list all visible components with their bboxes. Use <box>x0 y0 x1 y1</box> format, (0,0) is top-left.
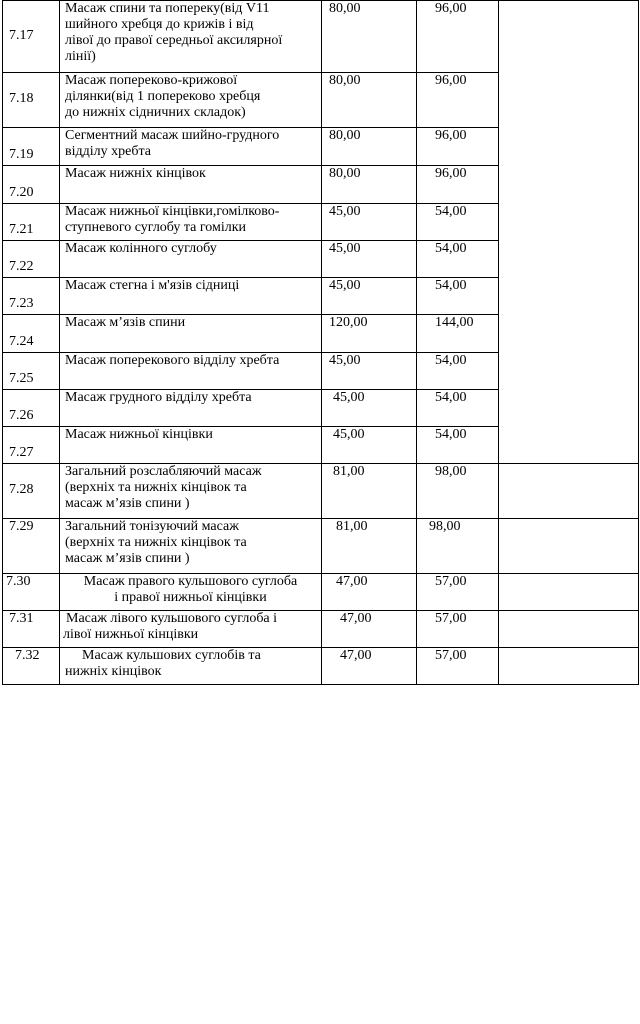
price-with-vat: 54,00 <box>417 427 499 464</box>
service-name <box>60 278 322 315</box>
service-name <box>60 166 322 204</box>
service-name <box>60 1 322 73</box>
notes-cell <box>499 574 639 611</box>
service-name-line: нижніх кінцівок <box>65 664 162 679</box>
price-with-vat: 54,00 <box>417 278 499 315</box>
service-name-line: лівої нижньої кінцівки <box>63 627 199 642</box>
price-with-vat: 96,00 <box>417 1 499 73</box>
service-name-line: масаж м’язів спини ) <box>65 551 190 566</box>
service-name-line: лівої до правої середньої аксилярної <box>65 33 283 48</box>
service-name <box>60 73 322 128</box>
service-name-line: Масаж кульшових суглобів та <box>82 648 261 663</box>
service-name-line: Масаж лівого кульшового суглоба і <box>66 611 278 626</box>
price-with-vat: 144,00 <box>417 315 499 353</box>
service-name <box>60 648 322 685</box>
notes-cell <box>499 464 639 519</box>
row-number: 7.25 <box>3 353 60 390</box>
price-base: 80,00 <box>322 1 417 73</box>
service-name <box>60 128 322 166</box>
service-name-line: ділянки(від 1 попереково хребця <box>65 89 261 104</box>
row-number: 7.23 <box>3 278 60 315</box>
table-row <box>3 464 639 519</box>
service-name-line: до нижніх сідничних складок) <box>65 105 246 120</box>
price-base: 80,00 <box>322 128 417 166</box>
notes-cell <box>499 1 639 464</box>
service-name <box>60 464 322 519</box>
price-base: 45,00 <box>322 241 417 278</box>
price-with-vat: 57,00 <box>417 611 499 648</box>
service-name-line: Масаж колінного суглобу <box>65 241 217 256</box>
price-table <box>2 0 639 685</box>
row-number: 7.26 <box>3 390 60 427</box>
row-number: 7.18 <box>3 73 60 128</box>
price-with-vat: 54,00 <box>417 353 499 390</box>
service-name-line: (верхніх та нижніх кінцівок та <box>65 480 247 495</box>
price-with-vat: 96,00 <box>417 166 499 204</box>
row-number: 7.21 <box>3 204 60 241</box>
service-name <box>60 611 322 648</box>
service-name-line: Сегментний масаж шийно-грудного <box>65 128 280 143</box>
price-with-vat: 57,00 <box>417 648 499 685</box>
row-number: 7.20 <box>3 166 60 204</box>
service-name-line: Масаж нижніх кінцівок <box>65 166 206 181</box>
service-name <box>60 519 322 574</box>
service-name-line: Масаж попереково-крижової <box>65 73 238 88</box>
table-row <box>3 519 639 574</box>
service-name-line: (верхніх та нижніх кінцівок та <box>65 535 247 550</box>
row-number: 7.24 <box>3 315 60 353</box>
price-with-vat: 96,00 <box>417 73 499 128</box>
row-number: 7.17 <box>3 1 60 73</box>
row-number: 7.29 <box>3 519 60 574</box>
service-name <box>60 315 322 353</box>
row-number: 7.31 <box>3 611 60 648</box>
row-number: 7.30 <box>3 574 60 611</box>
price-with-vat: 96,00 <box>417 128 499 166</box>
service-name-line: ступневого суглобу та гомілки <box>65 220 247 235</box>
service-name <box>60 390 322 427</box>
price-base: 47,00 <box>322 611 417 648</box>
service-name-line: масаж м’язів спини ) <box>65 496 190 511</box>
service-name-line: Масаж правого кульшового суглоба <box>83 574 298 589</box>
price-base: 80,00 <box>322 73 417 128</box>
price-base: 81,00 <box>322 464 417 519</box>
price-with-vat: 98,00 <box>417 464 499 519</box>
service-name-line: Масаж стегна і м'язів сідниці <box>65 278 240 293</box>
row-number: 7.27 <box>3 427 60 464</box>
service-name-line: Масаж нижньої кінцівки <box>65 427 213 442</box>
price-base: 47,00 <box>322 574 417 611</box>
row-number: 7.19 <box>3 128 60 166</box>
service-name-line: Масаж грудного відділу хребта <box>65 390 252 405</box>
price-base: 81,00 <box>322 519 417 574</box>
service-name <box>60 427 322 464</box>
table-row <box>3 648 639 685</box>
price-base: 80,00 <box>322 166 417 204</box>
row-number: 7.22 <box>3 241 60 278</box>
service-name-line: лінії) <box>65 49 96 64</box>
notes-cell <box>499 648 639 685</box>
price-with-vat: 54,00 <box>417 241 499 278</box>
notes-cell <box>499 519 639 574</box>
price-with-vat: 57,00 <box>417 574 499 611</box>
price-base: 45,00 <box>322 278 417 315</box>
notes-cell <box>499 611 639 648</box>
service-name-line: Загальний розслабляючий масаж <box>65 464 262 479</box>
price-with-vat: 54,00 <box>417 204 499 241</box>
service-name-line: шийного хребця до крижів і від <box>65 17 254 32</box>
service-name <box>60 204 322 241</box>
service-name-line: Масаж м’язів спини <box>65 315 186 330</box>
service-name-line: Масаж нижньої кінцівки,гомілково- <box>65 204 280 219</box>
price-base: 45,00 <box>322 390 417 427</box>
service-name <box>60 353 322 390</box>
price-with-vat: 98,00 <box>417 519 499 574</box>
service-name <box>60 241 322 278</box>
row-number: 7.32 <box>3 648 60 685</box>
table-row <box>3 611 639 648</box>
row-number: 7.28 <box>3 464 60 519</box>
service-name-line: Масаж поперекового відділу хребта <box>65 353 280 368</box>
service-name <box>60 574 322 611</box>
price-base: 47,00 <box>322 648 417 685</box>
service-name-line: Загальний тонізуючий масаж <box>65 519 239 534</box>
price-base: 120,00 <box>322 315 417 353</box>
price-base: 45,00 <box>322 204 417 241</box>
table-row <box>3 574 639 611</box>
service-name-line: і правої нижньої кінцівки <box>114 590 267 605</box>
service-name-line: Масаж спини та попереку(від V11 <box>65 1 270 16</box>
price-base: 45,00 <box>322 427 417 464</box>
service-name-line: відділу хребта <box>65 144 151 159</box>
price-with-vat: 54,00 <box>417 390 499 427</box>
price-base: 45,00 <box>322 353 417 390</box>
table-row <box>3 1 639 73</box>
